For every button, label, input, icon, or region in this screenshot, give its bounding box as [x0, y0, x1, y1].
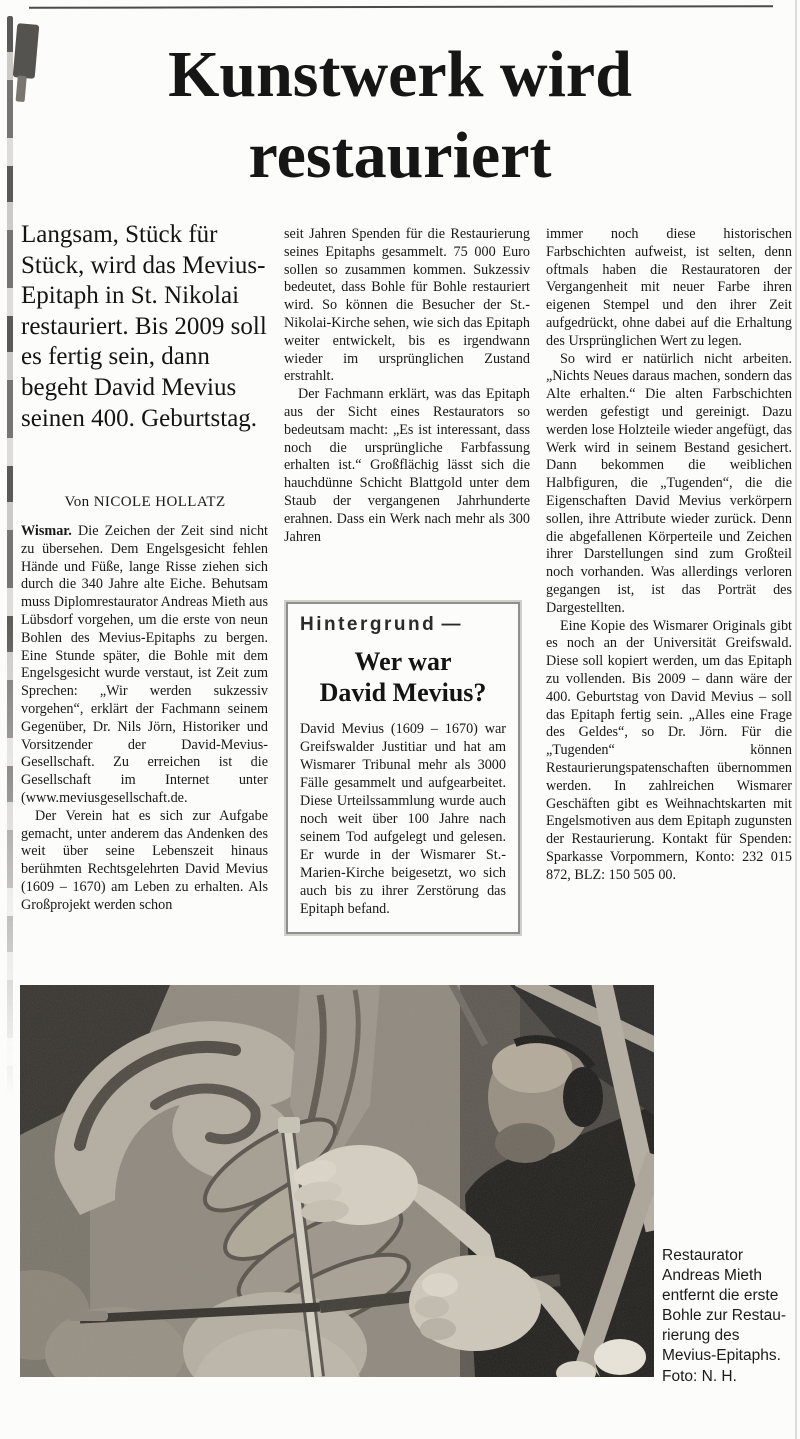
left-paragraph-1-text: Die Zeichen der Zeit sind nicht zu übersehen. Dem Engelsgesicht fehlen Hände und Füße, lange Risse ziehen sich durch die 340 Jahre alte Eiche. Behutsam muss Diplomrestaurator Andreas Mieth aus Lübsdorf vorgehen, um die erste von neun Bohlen des Mevius-Epitaphs zu bergen. Eine Stunde später, die Bohle mit dem Engelsgesicht wurde verstaut, ist Zeit zum Sprechen: „Wir werden sukzessiv vorgehen“, erklärt der Fachmann seinem Gegenüber, Dr. Nils Jörn, Historiker und Vorsitzender der David-Mevius-Gesellschaft. Zu erreichen ist die Gesellschaft im Internet unter (www.meviusgesellschaft.de. — [21, 523, 268, 806]
left-paragraph-1 — [21, 523, 268, 808]
scan-corner-mark — [13, 23, 40, 79]
kicker-light: Hinter — [300, 614, 370, 635]
scan-top-rule — [29, 5, 773, 9]
headline-line2: restauriert — [248, 119, 552, 192]
infobox-title-line2: David Mevius? — [319, 678, 487, 707]
infobox-kicker — [300, 614, 506, 636]
photo-credit: Foto: N. H. — [662, 1368, 737, 1385]
article-headline — [40, 34, 760, 196]
middle-paragraph-1: seit Jahren Spenden für die Restaurierung seines Epitaphs gesammelt. 75 000 Euro sollen so zusammen kommen. Sukzessiv bedeutet, dass Bohle für Bohle restauriert wird. So können die Besucher der St.-Nikolai-Kirche sehen, wie sich das Epitaph weiter entwickelt, bis es irgendwann wieder im ursprünglichen Zustand erstrahlt. — [284, 226, 530, 385]
column-left — [21, 523, 268, 915]
epitaph-photo — [20, 985, 654, 1377]
photo-caption: Restaurator Andreas Mieth entfernt die erste Bohle zur Restaurierung des Mevius-Epitaphs. — [662, 1247, 787, 1364]
scan-left-edge-streak — [7, 16, 13, 1096]
infobox-title — [300, 646, 506, 708]
infobox-title-line1: Wer war — [354, 647, 452, 676]
kicker-dash: — — [436, 614, 461, 635]
right-paragraph-1: immer noch diese historischen Farbschichten aufweist, ist selten, denn oftmals haben die Restauratoren der Vergangenheit mit neuer Farbe ihren eigenen Stempel und den ihrer Zeit aufgedrückt, ohne dabei auf die Erhaltung des Ursprünglichen Wert zu legen. — [546, 226, 792, 349]
middle-paragraph-2: Der Fachmann erklärt, was das Epitaph aus der Sicht eines Restaurators so bedeutsam macht: „Es ist interessant, dass noch die ursprüngliche Farbfassung erhalten ist.“ Großflächig lässt sich die hauchdünne Schicht Blattgold unter dem Staub der vergangenen Jahrhunderte erahnen. Dass ein Werk nach mehr als 300 Jahren — [284, 386, 530, 545]
scan-right-edge — [795, 0, 797, 1439]
left-paragraph-2: Der Verein hat es sich zur Aufgabe gemacht, unter anderem das Andenken des weit über seine Lebenszeit hinaus berühmten Rechtsgelehrten David Mevius (1609 – 1670) am Leben zu erhalten. Als Großprojekt werden schon — [21, 807, 268, 913]
infobox-hintergrund — [286, 602, 520, 934]
epitaph-photo-illustration — [20, 985, 654, 1377]
byline: Von NICOLE HOLLATZ — [64, 494, 226, 510]
headline-line1: Kunstwerk wird — [168, 38, 632, 111]
dateline: Wismar. — [21, 523, 72, 539]
article-lead: Langsam, Stück für Stück, wird das Mevius-Epitaph in St. Nikolai restauriert. Bis 2009 soll es fertig sein, dann begeht David Mevius seinen 400. Geburtstag. — [21, 221, 267, 432]
kicker-bold: grund — [369, 614, 437, 635]
infobox-body: David Mevius (1609 – 1670) war Greifswalder Justitiar und hat am Wismarer Tribunal mehr als 3000 Fälle gesammelt und aufgearbeitet. Diese Urteilssammlung wurde auch noch weit über 100 Jahre nach seinem Tod aufgelegt und gelesen. Er wurde in der Wismarer St.-Marien-Kirche beigesetzt, wo sich auch bis zu ihrer Zerstörung das Epitaph befand. — [300, 721, 506, 917]
column-middle — [284, 226, 530, 546]
right-paragraph-3: Eine Kopie des Wismarer Originals gibt es noch an der Universität Greifswald. Diese soll kopiert werden, um das Epitaph zu vollenden. Bis 2009 – dann wäre der 400. Geburtstag von David Mevius – soll das Epitaph fertig sein. „Alles eine Frage des Geldes“, so Dr. Jörn. Für die „Tugenden“ können Restaurierungspatenschaften übernommen werden. In zahlreichen Wismarer Geschäften gibt es Weihnachtskarten mit Engelsmotiven aus dem Epitaph zugunsten der Restaurierung. Kontakt für Spenden: Sparkasse Vorpommern, Konto: 232 015 872, BLZ: 150 505 00. — [546, 617, 792, 883]
column-right — [546, 226, 792, 884]
right-paragraph-2: So wird er natürlich nicht arbeiten. „Nichts Neues daraus machen, sondern das Alte erhalten.“ Die alten Farbschichten werden gefestigt und gereinigt. Dazu werden lose Holzteile wieder angefügt, das Werk wird in seinem Bestand gesichert. Dann bekommen die weiblichen Halbfiguren, die „Tugenden“, die die Eigenschaften David Mevius verkörpern sollen, ihre Attribute wieder zurück. Denn die abgefallenen Körperteile und Zeichen ihrer Darstellungen sind zum Großteil noch vorhanden. Was allerdings verloren gegangen ist, ist das Porträt des Dargestellten. — [546, 350, 792, 616]
